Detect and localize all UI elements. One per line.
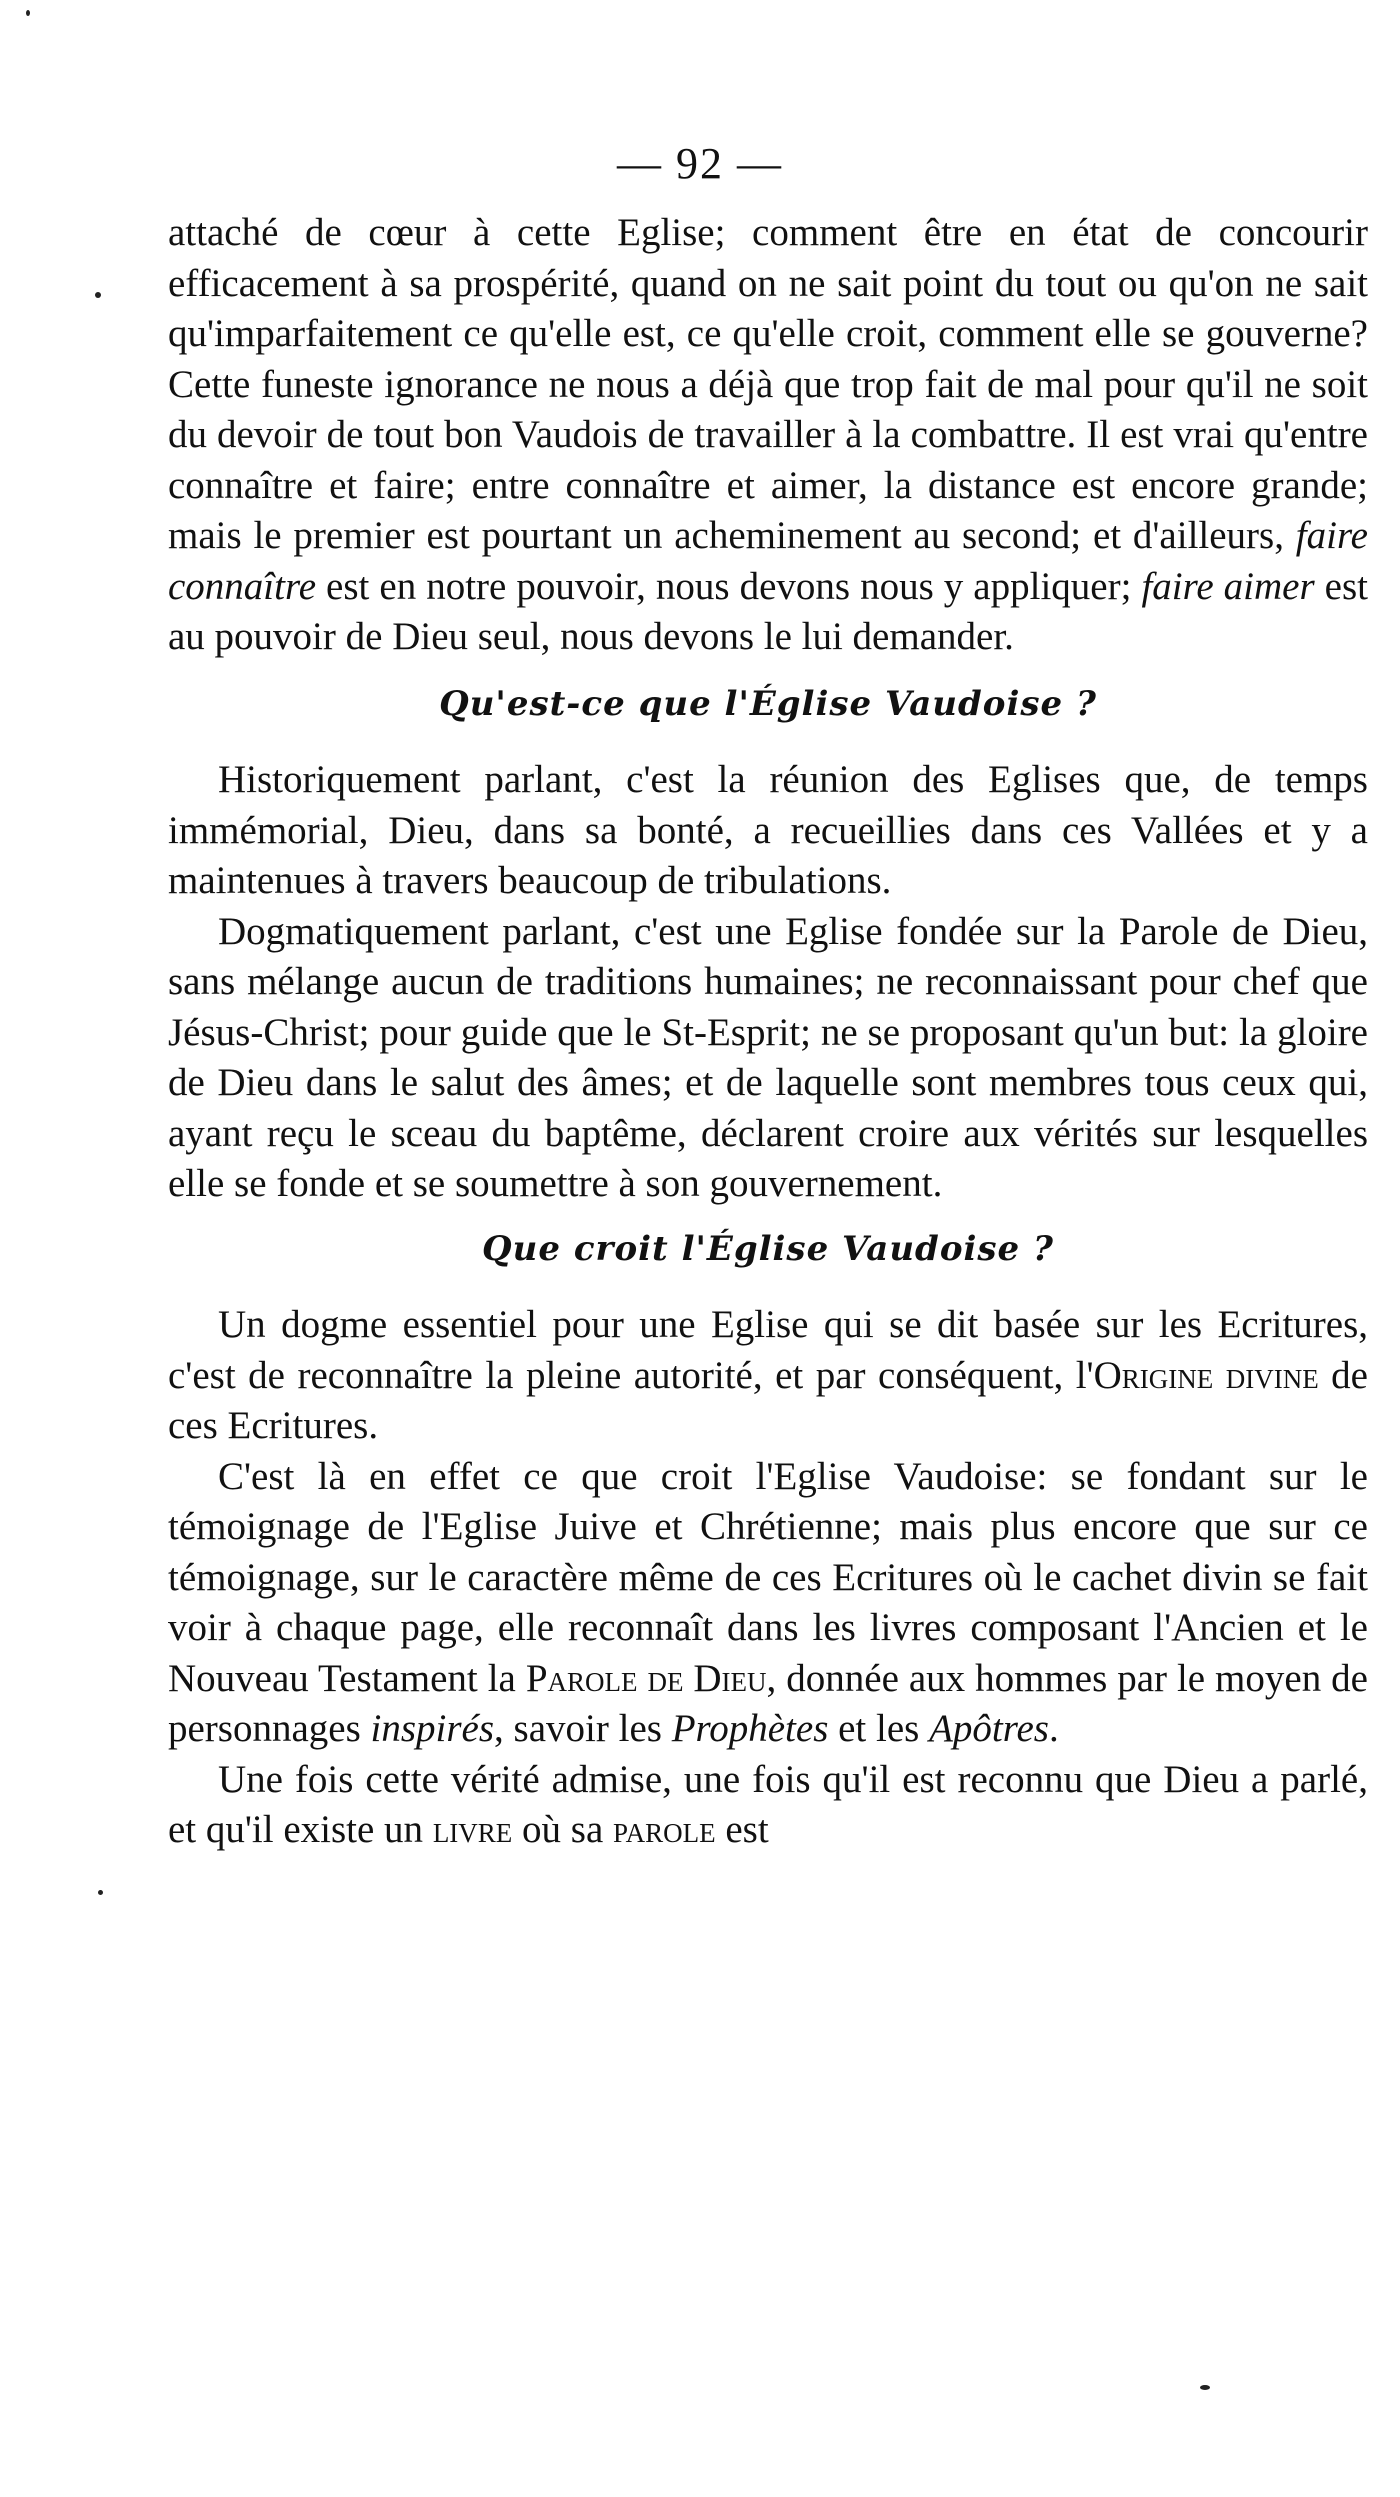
italic-phrase: faire aimer (1141, 564, 1315, 608)
paragraph-text: Un dogme essentiel pour une Eglise qui se dit basée sur les Ecritures, c'est de reconnaître la pleine autorité, et par conséquent, l' (168, 1303, 1368, 1397)
section-heading-1: Qu'est-ce que l'Église Vaudoise ? (439, 683, 1097, 724)
paragraph-4 (168, 1300, 1368, 1452)
small-caps-phrase: livre (432, 1808, 513, 1851)
paragraph-text: est au pouvoir de Dieu seul, nous devons le lui demander. (168, 564, 1368, 658)
small-caps-phrase: parole (613, 1808, 716, 1851)
section-heading-2: Que croit l'Église Vaudoise ? (482, 1228, 1054, 1269)
italic-phrase: faire connaître (168, 514, 1368, 608)
body-text (168, 208, 1368, 1856)
paragraph-text: et les (828, 1707, 930, 1750)
italic-phrase: inspirés (370, 1707, 495, 1750)
paragraph-text: est (715, 1808, 769, 1851)
paragraph-text: où sa (512, 1808, 614, 1851)
paragraph-text: attaché de cœur à cette Eglise; comment être en état de concourir efficacement à sa prospérité, quand on ne sait point du tout ou qu'on ne sait qu'imparfaitement ce qu'elle est, ce qu'elle croit, comment elle se gouverne? Cette funeste ignorance ne nous a déjà que trop fait de mal pour qu'il ne soit du devoir de tout bon Vaudois de travailler à la combattre. Il est vrai qu'entre connaître et faire; entre connaître et aimer, la distance est encore grande; mais le premier est pourtant un acheminement au second; et d'ailleurs, (168, 211, 1368, 557)
ink-speck (95, 292, 101, 298)
paragraph-text: de ces Ecritures. (168, 1353, 1368, 1447)
paragraph-6 (168, 1755, 1368, 1856)
paragraph-5 (168, 1452, 1368, 1755)
ink-speck (26, 10, 30, 16)
small-caps-phrase: Parole de Dieu (525, 1656, 767, 1700)
paragraph-text: Une fois cette vérité admise, une fois qu'il est reconnu que Dieu a parlé, et qu'il existe un (168, 1757, 1368, 1851)
small-caps-phrase: Origine divine (1093, 1353, 1319, 1397)
ink-speck (98, 1890, 103, 1895)
paragraph-text: , donnée aux hommes par le moyen de personnages (168, 1656, 1368, 1750)
italic-phrase: Apôtres (929, 1707, 1049, 1750)
paragraph-3: Dogmatiquement parlant, c'est une Eglise fondée sur la Parole de Dieu, sans mélange aucun de traditions humaines; ne reconnaissant pour chef que Jésus-Christ; pour guide que le St-Esprit; ne se proposant qu'un but: la gloire de Dieu dans le salut des âmes; et de laquelle sont membres tous ceux qui, ayant reçu le sceau du baptême, déclarent croire aux vérités sur lesquelles elle se fonde et se soumettre à son gouvernement. (168, 909, 1368, 1205)
paragraph-text: C'est là en effet ce que croit l'Eglise Vaudoise: se fondant sur le témoignage de l'Eglise Juive et Chrétienne; mais plus encore que sur ce témoignage, sur le caractère même de ces Ecritures où le cachet divin se fait voir à chaque page, elle reconnaît dans les livres composant l'Ancien et le Nouveau Testament la (168, 1454, 1368, 1700)
ink-speck (1200, 2385, 1210, 2390)
paragraph-text: , savoir les (494, 1707, 672, 1750)
paragraph-text: . (1048, 1707, 1059, 1750)
paragraph-text: est en notre pouvoir, nous devons nous y appliquer; (316, 564, 1142, 608)
page-number: — 92 — (617, 139, 783, 188)
paragraph-2: Historiquement parlant, c'est la réunion des Eglises que, de temps immémorial, Dieu, dans sa bonté, a recueillies dans ces Vallées et y a maintenues à travers beaucoup de tribulations. (168, 758, 1368, 902)
italic-phrase: Prophètes (671, 1707, 829, 1750)
paragraph-1 (168, 208, 1368, 663)
